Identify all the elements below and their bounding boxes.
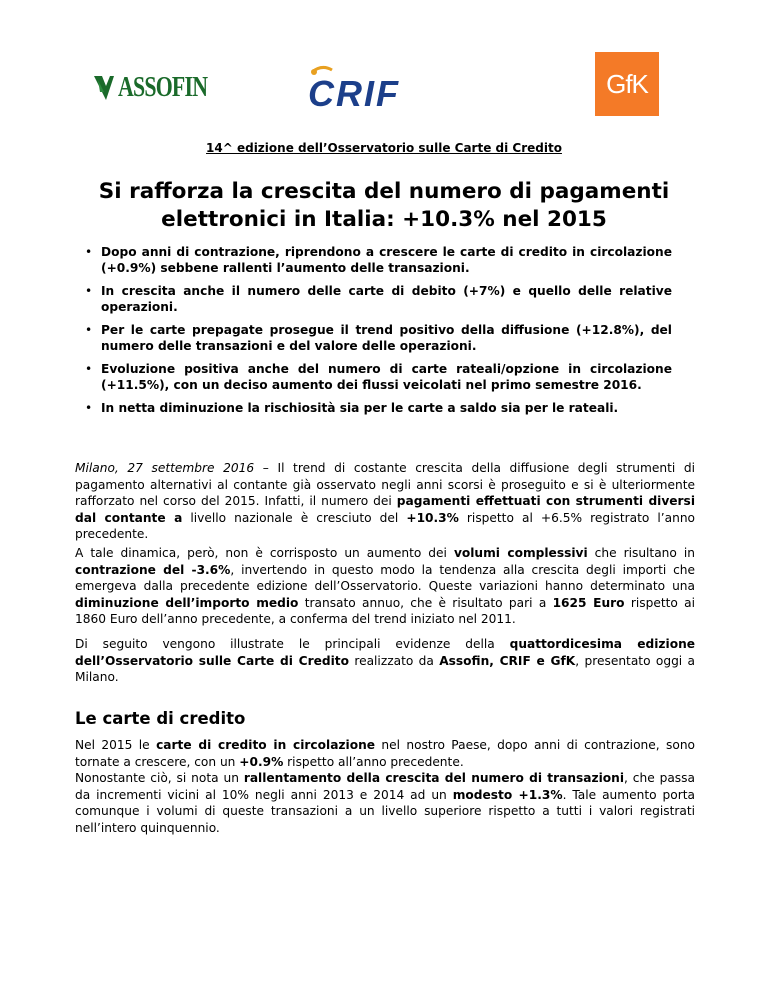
assofin-mark-icon: [92, 72, 116, 104]
bullet-icon: •: [85, 323, 93, 337]
logo-bar: [0, 52, 768, 122]
credit-cards-paragraph: Nel 2015 le carte di credito in circolazione nel nostro Paese, dopo anni di contrazione, sono tornate a crescere, con un +0.9% rispetto all’anno precedente. Nonostante ciò, si nota un rallentamento della crescita del numero di transazioni, che passa da incrementi vicini al 10% negli anni 2013 e 2014 ad un modesto +1.3%. Tale aumento porta comunque i volumi di queste transazioni a un livello superiore rispetto a tutti i valori registrati nell’intero quinquennio.: [75, 738, 695, 835]
title-line-1: Si rafforza la crescita del numero di pagamenti: [98, 179, 670, 204]
highlight-item: • In crescita anche il numero delle carte di debito (+7%) e quello delle relative operazioni.: [85, 284, 672, 314]
gfk-logo: [595, 52, 659, 116]
highlights-list: [82, 244, 672, 423]
highlight-item: • Evoluzione positiva anche del numero di carte rateali/opzione in circolazione (+11.5%), con un deciso aumento dei flussi veicolati nel primo semestre 2016.: [85, 362, 672, 392]
bullet-icon: •: [85, 362, 93, 376]
bullet-icon: •: [85, 401, 93, 415]
crif-wordmark: CRIF: [308, 73, 400, 112]
highlight-item: • Dopo anni di contrazione, riprendono a crescere le carte di credito in circolazione (+0.9%) sebbene rallenti l’aumento delle transazioni.: [85, 245, 672, 275]
edition-line: 14^ edizione dell’Osservatorio sulle Carte di Credito: [206, 141, 562, 155]
page-title: [60, 178, 708, 234]
volumes-paragraph: A tale dinamica, però, non è corrisposto un aumento dei volumi complessivi che risultano in contrazione del -3.6%, invertendo in questo modo la tendenza alla crescita degli importi che emergeva dalla precedente edizione dell’Osservatorio. Queste variazioni hanno determinato una diminuzione dell’importo medio transato annuo, che è risultato pari a 1625 Euro rispetto ai 1860 Euro dell’anno precedente, a conferma del trend iniziato nel 2011.: [75, 546, 696, 626]
crif-logo: [302, 62, 452, 112]
section-heading: Le carte di credito: [75, 709, 246, 728]
assofin-logo: [92, 68, 232, 108]
overview-paragraph: Di seguito vengono illustrate le principali evidenze della quattordicesima edizione dell’Osservatorio sulle Carte di Credito realizzato da Assofin, CRIF e GfK, presentato oggi a Milano.: [75, 637, 696, 684]
bullet-icon: •: [85, 245, 93, 259]
gfk-wordmark: GfK: [606, 68, 648, 99]
bullet-icon: •: [85, 284, 93, 298]
title-line-2: elettronici in Italia: +10.3% nel 2015: [161, 207, 607, 232]
highlight-item: • In netta diminuzione la rischiosità sia per le carte a saldo sia per le rateali.: [85, 401, 619, 415]
highlight-item: • Per le carte prepagate prosegue il trend positivo della diffusione (+12.8%), del numero delle transazioni e del valore delle operazioni.: [85, 323, 672, 353]
intro-paragraph: Milano, 27 settembre 2016 – Il trend di costante crescita della diffusione degli strumenti di pagamento alternativi al contante già osservato negli anni scorsi è proseguito e si è ulteriormente rafforzato nel corso del 2015. Infatti, il numero dei pagamenti effettuati con strumenti diversi dal contante a livello nazionale è cresciuto del +10.3% rispetto al +6.5% registrato l’anno precedente.: [75, 461, 696, 541]
assofin-wordmark: ASSOFIN: [118, 72, 208, 103]
dateline: Milano, 27 settembre 2016: [75, 461, 255, 475]
